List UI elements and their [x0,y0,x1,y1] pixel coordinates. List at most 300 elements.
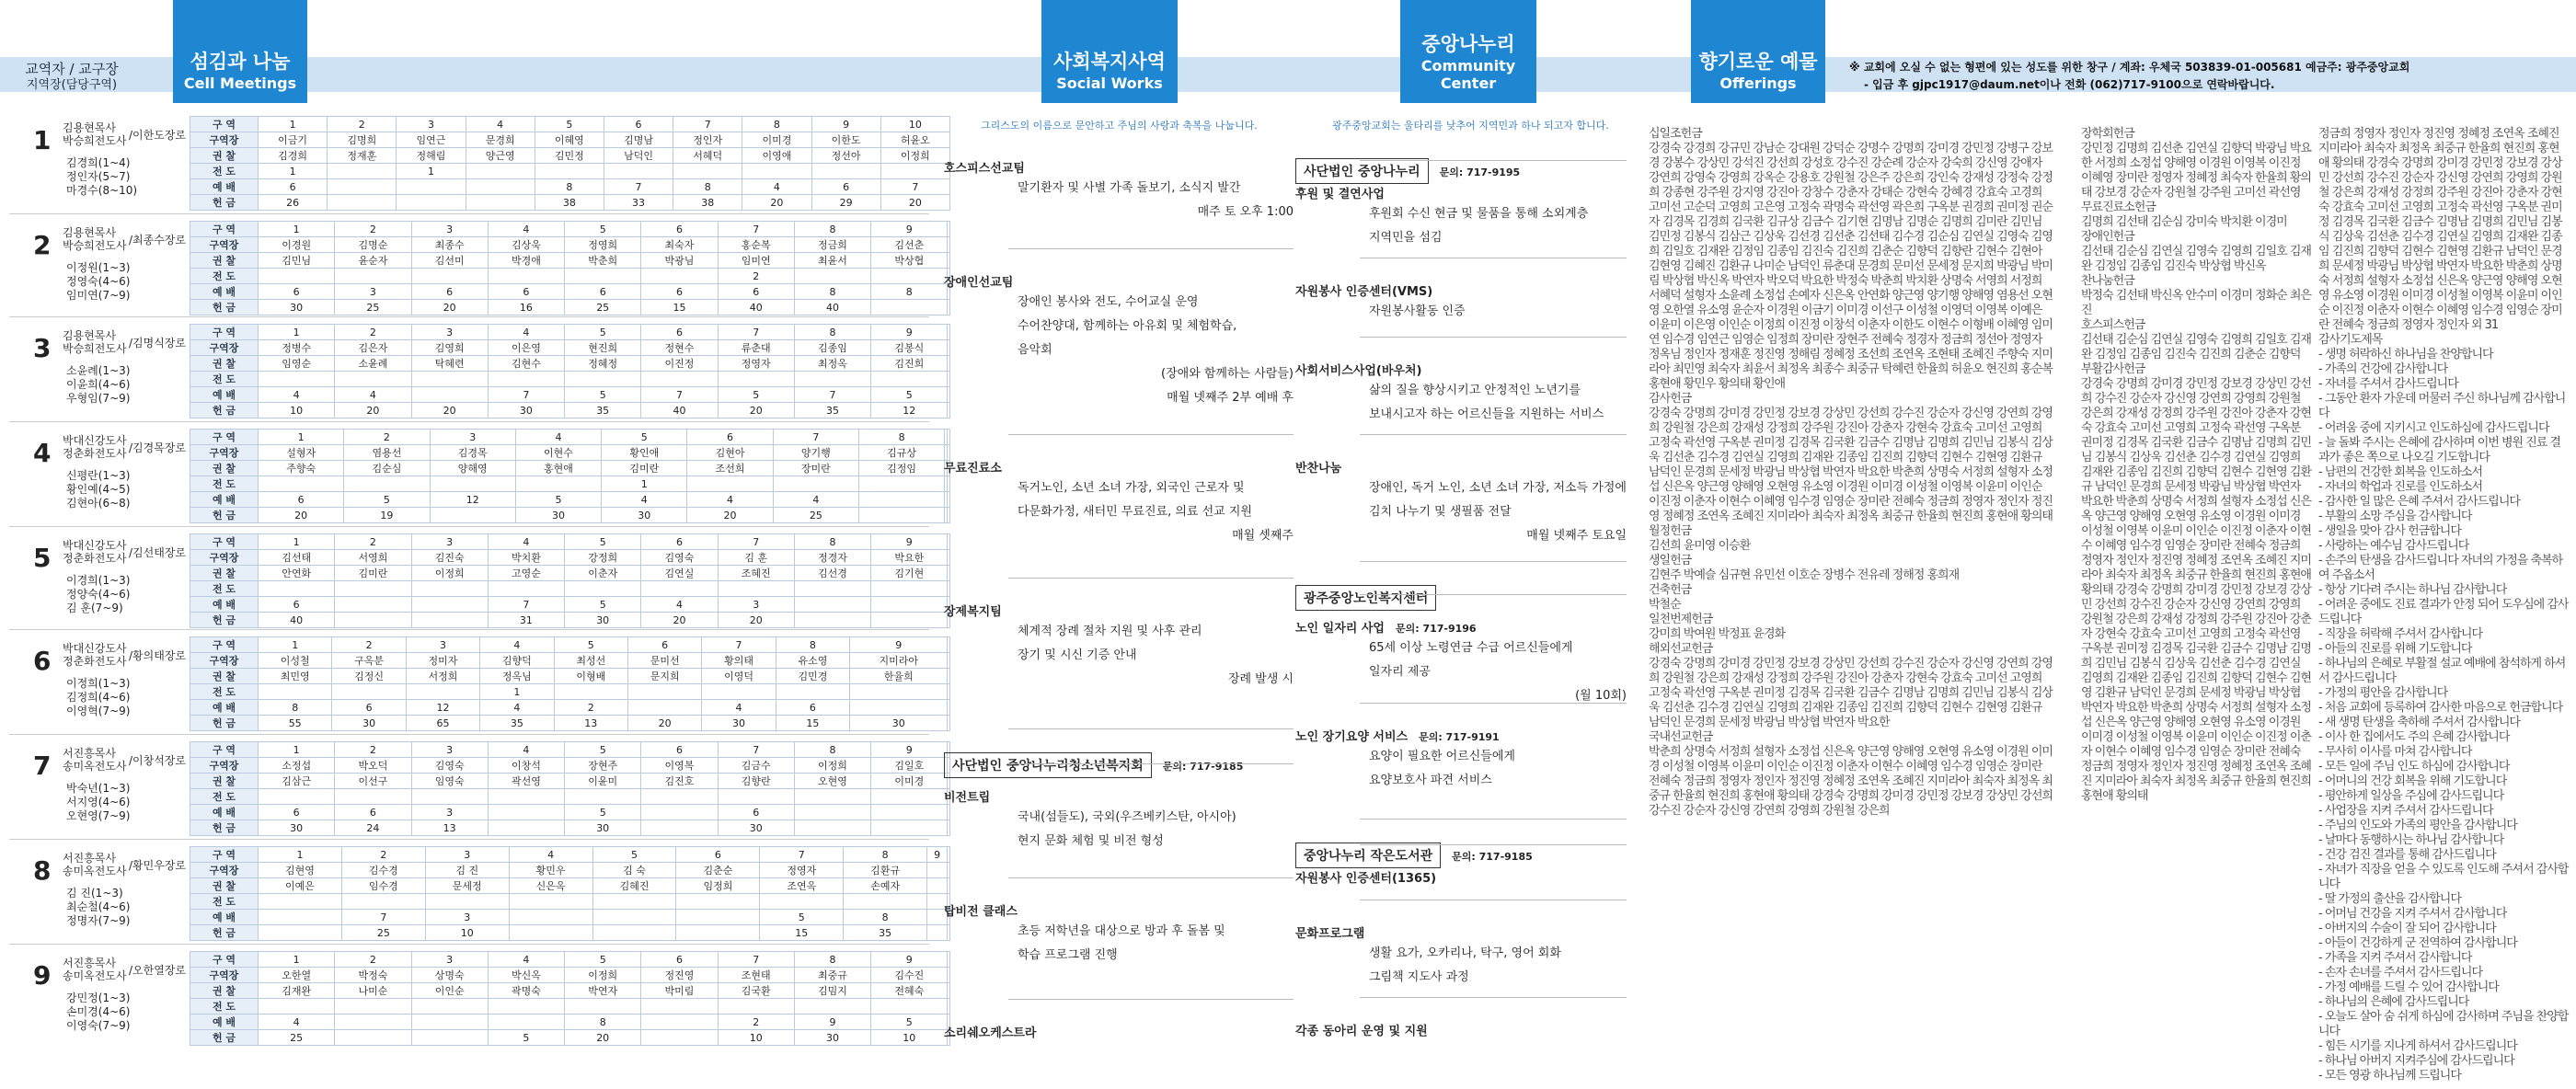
row-label: 예 배 [190,387,259,403]
table-cell [604,164,673,179]
table-cell: 문미선 [627,653,701,669]
table-cell: 5 [565,534,641,550]
table-cell: 3 [430,430,515,445]
table-cell: 김선경 [794,566,870,581]
table-cell: 구옥분 [332,653,406,669]
table-cell: 1 [259,637,332,653]
table-cell: 1 [259,222,335,237]
table-cell [871,300,948,315]
table-row [190,445,950,461]
table-cell: 박상협 [871,253,948,269]
table-cell: 5 [535,117,604,132]
table-cell: 김정신 [332,669,406,684]
table-cell [328,195,397,211]
table-cell: 5 [718,387,794,403]
cell-stats-table [190,429,950,523]
section-line: 다문화가정, 새터민 무료진료, 의료 선교 지원 [1018,505,1252,519]
row-label: 헌 금 [190,820,259,836]
table-cell: 9 [927,847,948,863]
section-line: 매월 셋째주 [1232,529,1294,543]
table-cell: 30 [332,716,406,731]
table-cell: 7 [341,910,425,925]
table-cell: 5 [344,492,430,508]
table-cell: 8 [858,430,944,445]
table-cell [344,476,430,492]
table-cell [948,700,950,716]
table-cell [794,805,870,820]
table-cell [948,550,950,566]
section-line: 매월 넷째주 토요일 [1526,529,1627,543]
table-cell: 7 [718,325,794,340]
table-cell: 6 [687,430,773,445]
table-cell: 정금희 [794,237,870,253]
group-number: 9 [33,960,52,991]
table-cell: 이성철 [259,653,332,669]
table-cell [641,805,718,820]
table-cell: 6 [676,847,760,863]
table-cell [430,476,515,492]
section-title: 후원 및 결연사업 [1295,188,1385,201]
table-cell: 이금기 [259,132,328,148]
row-label: 구 역 [190,637,259,653]
table-cell [411,269,488,284]
table-cell: 6 [811,179,880,195]
table-cell [673,164,742,179]
cell-group [26,116,950,208]
section-line: 장례 발생 시 [1227,672,1294,686]
table-cell [335,613,411,628]
offerings-col-1: 십일조헌금 강경숙 강경희 강규민 강남순 강대원 강덕순 강명수 강명희 강미경 강민정 강병구 강보경 강봉수 강상민 강석진 강선희 강성호 강수진 강순례 강순자 강숙희 강신영 강애자 강연희 강영숙 강영희 강옥순 강용호 강원철 강은주 강은희 강인숙 강재성 강정숙 강정희 강종현 강주원 강지영 강진아 강창수 강춘자 강태순 강현숙 강혜경 강효숙 고경희 고미선 고순덕 고영희 고은영 고정숙 곽명숙 곽선영 곽은희 구옥분 권경희 권미정 권순자 김경목 김경희 김국환 김규상 김금수 김기현 김명남 김명순 김명희 김미란 김민님 김민정 김봉식 김삼근 김상욱 김선경 김선춘 김선태 김수경 김순심 김연실 김영숙 김영희 김일호 김재완 김정임 김종임 김진숙 김진희 김춘순 김향덕 김향란 김현수 김현아 김현영 김혜진 김환규 나미순 남덕인 류춘대 문경희 문미선 문세정 문지희 박광님 박미림 박상협 박신옥 박연자 박오덕 박요한 박정숙 박춘희 박치환 상명숙 서영희 서정희 서혜덕 설형자 소윤례 소정섭 손예자 신은옥 안연화 양근영 양기행 양해영 염용선 오현영 오한열 유소영 윤순자 이경원 이금기 이미경 이선구 이성철 이영덕 이영복 이예은 이윤미 이은영 이인순 이정희 이진정 이창석 이춘자 이한도 이현수 이형배 이혜영 임미연 임수경 임연근 임영순 임정희 장미란 장현주 전혜숙 정경자 정금희 정선아 정영자 정옥님 정인자 정재훈 정진영 정해림 정혜정 조선희 조연옥 조현태 조혜진 주향숙 지미라아 최민영 최숙자 최윤서 최정옥 최종수 최중규 탁혜련 한율희 허윤오 현진희 홍순복 홍현애 황민우 황의태 황인애 감사헌금 강경숙 강명희 강미경 강민정 강보경 강상민 강선희 강수진 강순자 강신영 강연희 강영희 강원철 강은희 강재성 강정희 강주원 강진아 강춘자 강현숙 강효숙 고미선 고영희 고정숙 곽선영 구옥분 권미정 김경목 김국환 김금수 김명남 김명희 김민님 김봉식 김상욱 김선춘 김수경 김연실 김영희 김재완 김종임 김진희 김향덕 김현수 김현영 김환규 남덕인 문경희 문세정 박광님 박상협 박연자 박요한 박춘희 상명숙 서정희 설형자 소정섭 신은옥 양근영 양해영 오현영 유소영 이경원 이미경 이성철 이영복 이윤미 이인순 이진정 이춘자 이현수 이혜영 임수경 임영순 장미란 전혜숙 정금희 정영자 정인자 정진영 정혜정 조연옥 조혜진 지미라아 최숙자 최정옥 최중규 한율희 현진희 홍현애 황의태 월정헌금 김선희 윤미영 이승환 생일헌금 김현주 박예슬 심규현 유민선 이호순 장병수 전유레 정해정 홍희재 건축헌금 박철순 일천번제헌금 강미희 박여원 박정표 윤경화 해외선교헌금 강경숙 강명희 강미경 강민정 강보경 강상민 강선희 강수진 강순자 강신영 강연희 강영희 강원철 강은희 강재성 강정희 강주원 강진아 강춘자 강현숙 강효숙 고미선 고영희 고정숙 곽선영 구옥분 권미정 김경목 김국환 김금수 김명남 김명희 김민님 김봉식 김상욱 김선춘 김수경 김연실 김영희 김재완 김종임 김진희 김향덕 김현수 김현영 김환규 남덕인 문경희 문세정 박광님 박상협 박연자 박요한 국내선교헌금 박춘희 상명숙 서정희 설형자 소정섭 신은옥 양근영 양해영 오현영 유소영 이경원 이미경 이성철 이영복 이윤미 이인순 이진정 이춘자 이현수 이혜영 임수경 임영순 장미란 전혜숙 정금희 정영자 정인자 정진영 정혜정 조연옥 조혜진 지미라아 최숙자 최정옥 최중규 한율희 현진희 홍현애 황의태 강경숙 강명희 강미경 강민정 강보경 강상민 강선희 강수진 강순자 강신영 강연희 강영희 강원철 강은희 [1649,127,2053,818]
table-cell [565,581,641,597]
table-cell: 6 [259,597,335,613]
group-pastors: 서진흥목사 송미옥전도사 [63,957,127,982]
table-cell: 3 [335,284,411,300]
table-cell [335,789,411,805]
table-cell: 이영애 [742,148,811,164]
section-divider [1360,844,1627,845]
table-cell [871,820,948,836]
row-label: 헌 금 [190,613,259,628]
table-cell: 임정희 [676,878,760,894]
table-cell: 4 [488,325,564,340]
remote-offering-notice: ※ 교회에 오실 수 없는 형편에 있는 성도를 위한 창구 / 계좌: 우체국 503839-01-005681 예금주: 광주중앙교회 - 입금 후 gjpc1917@daum.net이나 전화 (062)717-9100으로 연락바랍니다. [1849,61,2410,91]
row-label: 전 도 [190,684,259,700]
table-cell [794,789,870,805]
table-cell: 김은자 [335,340,411,356]
leader-column-label: 교역자 / 교구장 지역장(담당구역) [25,61,119,92]
table-cell: 6 [411,284,488,300]
table-cell: 이선구 [335,774,411,789]
table-cell: 40 [641,403,718,418]
table-cell: 6 [565,284,641,300]
section-title: 사단법인 중앙나누리 문의: 717-9195 [1295,158,1520,184]
table-cell: 서혜덕 [673,148,742,164]
table-cell: 이영복 [641,758,718,774]
table-cell: 4 [488,534,564,550]
table-row [190,581,950,597]
table-cell [641,789,718,805]
table-row [190,492,950,508]
table-cell: 박연자 [565,983,641,999]
table-cell: 곽명숙 [488,983,564,999]
section-divider [1008,763,1294,764]
row-label: 권 찰 [190,669,259,684]
table-row [190,952,950,968]
table-row [190,910,950,925]
section-line: 매월 넷째주 2부 예배 후 [1167,391,1294,405]
group-pastors: 김용현목사 박승희전도사 [63,329,127,355]
section-line: 장애인 봉사와 전도, 수어교실 운영 [1018,295,1199,309]
row-label: 구역장 [190,863,259,878]
tab-cell-meetings: 섬김과 나눔 Cell Meetings [173,0,307,103]
table-cell [871,789,948,805]
table-cell: 정병수 [259,340,335,356]
table-row [190,237,950,253]
table-cell: 5 [760,910,844,925]
table-cell: 8 [673,179,742,195]
table-cell [509,925,592,941]
table-cell: 김춘순 [676,863,760,878]
table-cell [858,476,944,492]
table-cell: 김민님 [259,253,335,269]
table-cell [948,356,950,372]
table-cell [871,269,948,284]
table-cell [411,1014,488,1030]
table-cell: 안연화 [259,566,335,581]
table-cell [515,476,601,492]
section-line: 장기 및 시신 기증 안내 [1018,648,1137,662]
section-divider [1008,999,1294,1000]
group-elder: /최종수장로 [129,234,187,246]
table-cell: 이한도 [811,132,880,148]
section-line: (월 10회) [1575,689,1627,703]
table-cell: 최성선 [554,653,627,669]
table-cell [948,637,950,653]
table-cell [592,894,676,910]
section-line: 체계적 장례 절차 지원 및 사후 관리 [1018,625,1202,638]
table-cell [259,789,335,805]
table-cell: 6 [335,805,411,820]
row-label: 예 배 [190,1014,259,1030]
table-cell: 9 [871,952,948,968]
section-line: (장애와 함께하는 사람들) [1161,367,1294,381]
table-row [190,461,950,476]
table-cell [488,820,564,836]
table-cell [488,581,564,597]
table-cell [488,269,564,284]
table-cell: 김경목 [430,445,515,461]
table-cell: 7 [760,847,844,863]
section-line: 요양이 필요한 어르신들에게 [1369,750,1515,763]
table-cell: 6 [718,805,794,820]
table-cell [858,508,944,523]
table-cell: 30 [259,820,335,836]
row-label: 예 배 [190,284,259,300]
table-cell: 정미자 [406,653,479,669]
table-cell [948,878,950,894]
table-cell: 김명남 [604,132,673,148]
table-cell: 15 [641,300,718,315]
table-cell: 2 [718,269,794,284]
table-cell: 7 [718,222,794,237]
table-cell: 30 [602,508,687,523]
table-cell [871,581,948,597]
table-cell: 김진숙 [411,550,488,566]
section-title: 각종 동아리 운영 및 지원 [1295,1025,1428,1038]
row-label: 구역장 [190,968,259,983]
table-cell [948,300,950,315]
table-cell: 6 [332,700,406,716]
table-cell: 20 [259,508,344,523]
table-cell: 35 [480,716,554,731]
table-cell [948,669,950,684]
table-cell: 임연근 [397,132,466,148]
cell-group [26,636,950,728]
table-cell: 20 [718,613,794,628]
table-cell: 류춘대 [718,340,794,356]
section-title: 장제복지팀 [944,605,1002,619]
table-cell: 이혜영 [535,132,604,148]
table-cell: 김영숙 [641,550,718,566]
table-cell: 4 [515,430,601,445]
table-cell [259,910,342,925]
row-label: 헌 금 [190,300,259,315]
row-label: 권 찰 [190,356,259,372]
table-cell [702,684,776,700]
table-cell: 3 [718,597,794,613]
table-cell: 1 [259,117,328,132]
table-cell: 20 [641,613,718,628]
table-cell: 김명순 [335,237,411,253]
table-cell [742,164,811,179]
table-cell: 1 [259,534,335,550]
section-line: 보내시고자 하는 어르신들을 지원하는 서비스 [1369,407,1604,421]
table-cell: 홍순복 [718,237,794,253]
table-cell [948,805,950,820]
table-cell [718,372,794,387]
table-cell [676,894,760,910]
row-label: 구 역 [190,742,259,758]
table-cell: 3 [411,325,488,340]
table-cell [641,269,718,284]
table-row [190,222,950,237]
table-row [190,269,950,284]
table-row [190,716,950,731]
table-cell: 김기현 [871,566,948,581]
group-elder: /김경목장로 [129,441,187,454]
table-cell: 김현수 [488,356,564,372]
table-cell: 소정섭 [259,758,335,774]
table-cell: 박요한 [871,550,948,566]
table-cell [718,789,794,805]
table-cell: 오현영 [794,774,870,789]
table-cell: 김연실 [641,566,718,581]
table-cell: 전혜숙 [871,983,948,999]
group-members: 박숙년(1~3) 서지영(4~6) 오현영(7~9) [66,782,131,822]
section-title: 소리쉐오케스트라 [944,1026,1037,1040]
group-elder: /이한도장로 [129,129,187,142]
table-cell: 6 [259,492,344,508]
section-line: 국내(섬들도), 국외(우즈베키스탄, 아시아) [1018,810,1236,824]
section-title: 장애인선교팀 [944,276,1014,290]
table-cell [948,653,950,669]
table-cell [466,195,535,211]
table-cell: 7 [718,742,794,758]
table-cell [948,581,950,597]
table-cell [425,894,509,910]
table-cell: 3 [406,637,479,653]
table-cell: 김금수 [718,758,794,774]
group-pastors: 박대신강도사 정춘화전도사 [63,434,127,460]
section-title: 노인 일자리 사업 문의: 717-9196 [1295,622,1477,636]
table-cell: 1 [602,476,687,492]
table-cell: 황인애 [602,445,687,461]
table-cell: 8 [565,1014,641,1030]
section-divider [1008,728,1294,729]
table-cell [858,492,944,508]
table-cell: 이정희 [794,758,870,774]
table-cell: 2 [335,222,411,237]
table-cell [760,894,844,910]
cell-stats-table [190,951,950,1046]
table-cell: 4 [687,492,773,508]
table-cell: 8 [844,847,927,863]
row-label: 구역장 [190,445,259,461]
section-divider [1360,160,1627,161]
section-line: 말기환자 및 사별 가족 돌보기, 소식지 발간 [1018,181,1241,195]
table-cell: 이미경 [871,774,948,789]
table-cell: 정영자 [718,356,794,372]
table-cell: 4 [488,742,564,758]
group-members: 이정원(1~3) 정영숙(4~6) 임미연(7~9) [66,261,131,302]
table-cell: 박치환 [488,550,564,566]
tab-social-works: 사회복지사역 Social Works [1041,0,1178,103]
table-cell: 7 [673,117,742,132]
table-cell: 25 [773,508,858,523]
table-row [190,300,950,315]
table-row [190,742,950,758]
table-cell [850,700,948,716]
table-cell: 40 [794,300,870,315]
table-cell: 김경희 [259,148,328,164]
table-cell: 박경애 [488,253,564,269]
table-cell: 1 [480,684,554,700]
table-cell [592,910,676,925]
table-cell: 탁혜련 [411,356,488,372]
table-cell: 5 [565,952,641,968]
group-elder: /이창석장로 [129,754,187,767]
table-cell: 30 [488,403,564,418]
table-row [190,340,950,356]
table-cell: 남덕인 [604,148,673,164]
section-line: 삶의 질을 향상시키고 안정적인 노년기를 [1369,384,1581,397]
section-divider [1360,819,1627,820]
section-divider [1360,434,1627,435]
table-row [190,613,950,628]
table-row [190,534,950,550]
table-cell: 26 [259,195,328,211]
table-cell [871,999,948,1014]
table-cell: 3 [411,952,488,968]
section-line: 현지 문화 체험 및 비전 형성 [1018,834,1164,848]
table-cell [794,597,870,613]
row-label: 헌 금 [190,716,259,731]
group-divider [9,213,929,214]
table-cell [259,999,335,1014]
table-cell: 박오덕 [335,758,411,774]
row-label: 구 역 [190,847,259,863]
table-cell: 4 [773,492,858,508]
group-pastors: 김용현목사 박승희전도사 [63,121,127,147]
table-row [190,878,950,894]
table-cell [341,894,425,910]
table-cell: 30 [515,508,601,523]
table-cell: 손예자 [844,878,927,894]
table-cell: 김향란 [718,774,794,789]
table-cell [871,805,948,820]
table-cell: 이은영 [488,340,564,356]
table-cell [509,894,592,910]
table-cell: 2 [335,534,411,550]
table-cell: 5 [515,492,601,508]
table-cell: 10 [880,117,949,132]
table-cell: 3 [411,805,488,820]
table-cell: 이인순 [411,983,488,999]
row-label: 전 도 [190,269,259,284]
table-cell: 김선태 [259,550,335,566]
table-cell: 이예은 [259,878,342,894]
section-line: 후원회 수신 현금 및 물품을 통해 소외계층 [1369,207,1589,221]
row-label: 예 배 [190,179,259,195]
table-cell [948,820,950,836]
table-cell [844,894,927,910]
table-row [190,1030,950,1046]
table-cell [259,581,335,597]
table-cell [794,999,870,1014]
group-elder: /김선태장로 [129,546,187,559]
row-label: 권 찰 [190,253,259,269]
table-cell [794,613,870,628]
table-row [190,637,950,653]
table-cell [411,613,488,628]
table-cell [794,581,870,597]
table-cell: 5 [565,742,641,758]
table-cell: 20 [411,403,488,418]
table-cell: 7 [718,534,794,550]
table-row [190,253,950,269]
table-cell [488,1014,564,1030]
table-cell: 15 [776,716,849,731]
table-cell: 2 [341,847,425,863]
table-row [190,476,950,492]
table-cell: 김수진 [871,968,948,983]
table-cell: 염용선 [344,445,430,461]
table-cell: 10 [259,403,335,418]
row-label: 헌 금 [190,1030,259,1046]
table-cell: 30 [565,613,641,628]
table-cell [948,952,950,968]
table-cell: 조혜진 [718,566,794,581]
table-cell: 4 [742,179,811,195]
table-cell [466,179,535,195]
group-elder: /황민우장로 [129,859,187,872]
table-cell: 8 [535,179,604,195]
table-cell: 곽선영 [488,774,564,789]
table-cell [335,597,411,613]
row-label: 구역장 [190,550,259,566]
table-cell [794,269,870,284]
table-cell [488,805,564,820]
